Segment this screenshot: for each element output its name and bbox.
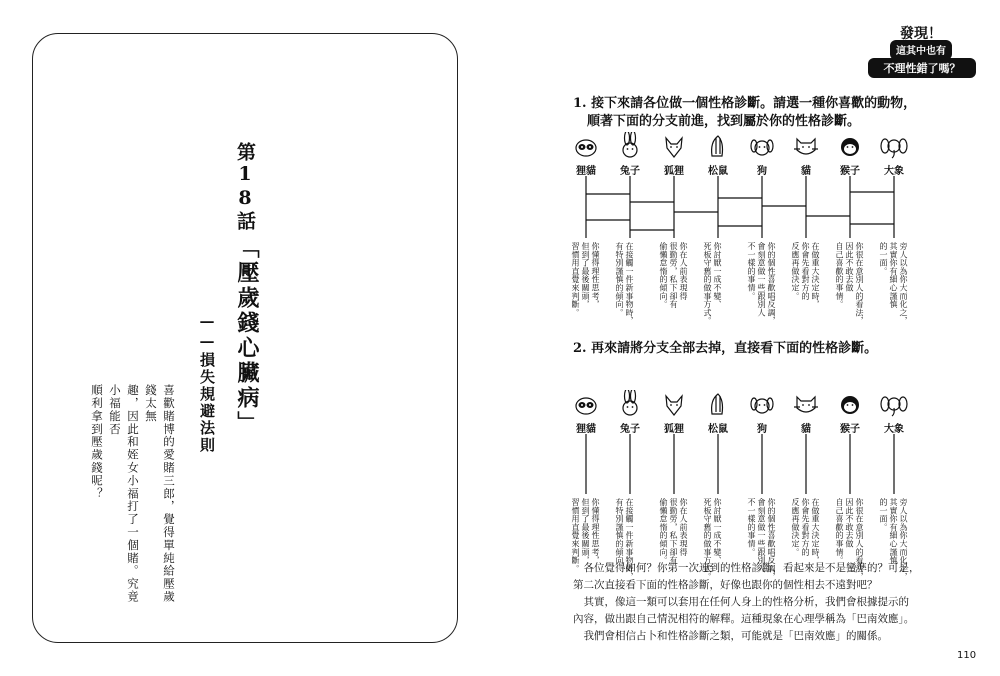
rabbit-icon	[623, 132, 637, 157]
diagnosis-text: 你的個性喜歡唱反調， 會刻意做一些跟別人 不一樣的事情。	[747, 498, 776, 581]
animal-name: 狗	[757, 166, 767, 177]
fox-icon	[666, 396, 682, 415]
dog-icon	[751, 140, 773, 155]
animal-name: 狐狸	[664, 166, 684, 177]
animal-name: 狐狸	[664, 424, 684, 435]
intro-line: 順利拿到壓歲錢呢？	[90, 384, 104, 501]
animal-name: 狸貓	[576, 424, 596, 435]
diagnosis-text: 在做重大決定時， 你會先看對方的 反應再做決定。	[791, 242, 820, 309]
paragraph-line: 第二次直接看下面的性格診斷，好像也跟你的個性相去不遠對吧？	[573, 579, 878, 591]
branch-diagram	[568, 132, 918, 332]
raccoon-dog-icon	[576, 398, 596, 414]
animal-name: 猴子	[840, 166, 860, 177]
cat-icon	[794, 139, 818, 154]
animal-name: 松鼠	[708, 166, 728, 177]
diagnosis-text: 你懂得理性思考， 但到了最後關頭， 習慣用直覺來判斷。	[571, 498, 600, 573]
question-1	[573, 95, 916, 131]
diagnosis-text: 你很在意別人的看法， 因此不敢去做 自己喜歡的事情。	[835, 242, 864, 325]
question-2	[573, 340, 877, 358]
page-number: 110	[957, 650, 977, 661]
diagnosis-text: 你在人前表現得 很勤勞，私下卻有 偷懶怠惰的傾向。	[659, 242, 688, 309]
chapter-subtitle: ——損失規避法則	[198, 312, 216, 454]
animal-name: 大象	[884, 166, 904, 177]
question-2-line1: 2. 再來請將分支全部去掉，直接看下面的性格診斷。	[573, 341, 878, 356]
logo-line1: 發現！	[900, 26, 942, 42]
monkey-icon	[841, 138, 859, 156]
diagnosis-text: 旁人以為你大而化之， 其實你有細心謹慎 的一面。	[879, 242, 908, 325]
animal-name: 貓	[801, 424, 811, 435]
animal-name: 猴子	[840, 424, 860, 435]
paragraph-line: 其實，像這一類可以套用在任何人身上的性格分析，我們會根據提示的	[583, 596, 909, 608]
diagnosis-text: 在接觸一件新事物時， 有特別謹慎的傾向。	[615, 242, 634, 325]
raccoon-dog-icon	[576, 140, 596, 156]
diagnosis-text: 在做重大決定時， 你會先看對方的 反應再做決定。	[791, 498, 820, 565]
diagnosis-text: 在接觸一件新事物時， 有特別謹慎的傾向。	[615, 498, 634, 581]
diagnosis-text: 你懂得理性思考， 但到了最後關頭， 習慣用直覺來判斷。	[571, 242, 600, 317]
diagnosis-text: 你討厭一成不變、 死板守舊的做事方式。	[703, 242, 722, 325]
intro-line: 趣，因此和姪女小福打了一個賭。究竟小福能否	[108, 384, 140, 604]
chapter-number: 第18話	[234, 142, 256, 232]
rabbit-icon	[623, 390, 637, 415]
animal-name: 貓	[801, 166, 811, 177]
explanation-text	[573, 560, 923, 645]
paragraph-line: 各位覺得如何？你第一次連到的性格診斷，看起來是不是蠻準的？可是，	[583, 562, 920, 574]
animal-name: 狗	[757, 424, 767, 435]
elephant-icon	[881, 139, 907, 158]
animal-name: 松鼠	[708, 424, 728, 435]
squirrel-icon	[712, 136, 723, 156]
elephant-icon	[881, 397, 907, 416]
intro-line: 喜歡賭博的愛賭三郎，覺得單純給壓歲錢太無	[144, 384, 176, 604]
fox-icon	[666, 138, 682, 157]
chapter-intro	[88, 384, 178, 614]
chapter-title: 「壓歲錢心臟病」	[234, 236, 260, 436]
logo-line3: 不理性錯了嗎？	[883, 62, 961, 75]
animal-name: 兔子	[620, 166, 640, 177]
straight-lines	[568, 390, 918, 510]
question-1-line1: 1. 接下來請各位做一個性格診斷。請選一種你喜歡的動物，	[573, 96, 917, 111]
monkey-icon	[841, 396, 859, 414]
animal-name: 狸貓	[576, 166, 596, 177]
diagnosis-text: 旁人以為你大而化之， 其實你有細心謹慎 的一面。	[879, 498, 908, 581]
diagnosis-text: 你的個性喜歡唱反調， 會刻意做一些跟別人 不一樣的事情。	[747, 242, 776, 325]
cat-icon	[794, 397, 818, 412]
dog-icon	[751, 398, 773, 413]
diagnosis-text: 你在人前表現得 很勤勞，私下卻有 偷懶怠惰的傾向。	[659, 498, 688, 565]
question-1-line2: 順著下面的分支前進，找到屬於你的性格診斷。	[587, 114, 861, 129]
diagnosis-text: 你討厭一成不變、 死板守舊的做事方式。	[703, 498, 722, 581]
logo-line2: 這其中也有	[896, 46, 946, 57]
diagnosis-text: 你很在意別人的看法， 因此不敢去做 自己喜歡的事情。	[835, 498, 864, 581]
animal-name: 兔子	[620, 424, 640, 435]
paragraph-line: 內容，做出跟自己情況相符的解釋。這種現象在心理學稱為「巴南效應」。	[573, 613, 915, 625]
squirrel-icon	[712, 394, 723, 414]
animal-name: 大象	[884, 424, 904, 435]
section-logo	[862, 22, 980, 80]
paragraph-line: 我們會相信占卜和性格診斷之類，可能就是「巴南效應」的關係。	[583, 630, 888, 642]
